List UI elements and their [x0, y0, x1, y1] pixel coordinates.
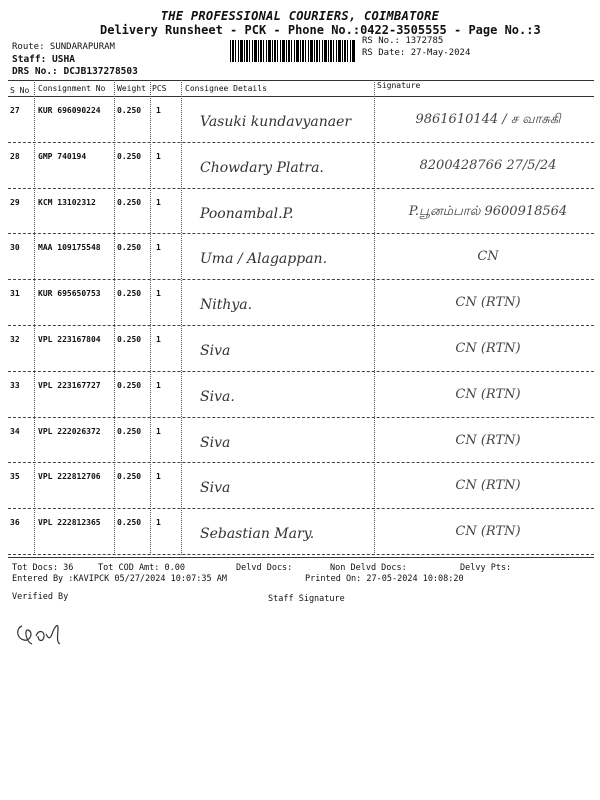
row-consignment-no: VPL 222026372 — [38, 426, 101, 436]
row-divider — [8, 233, 594, 234]
route-label: Route: SUNDARAPURAM — [12, 42, 115, 52]
col-weight: Weight — [117, 84, 146, 93]
table-bottom-border — [8, 557, 594, 558]
row-sno: 33 — [10, 380, 20, 390]
delivered-docs: Delvd Docs: — [236, 563, 293, 573]
row-divider — [8, 325, 594, 326]
barcode — [230, 40, 356, 62]
row-divider — [8, 279, 594, 280]
row-sno: 31 — [10, 289, 20, 299]
row-signature-handwritten: CN (RTN) — [455, 432, 521, 448]
company-title: THE PROFESSIONAL COURIERS, COIMBATORE — [160, 9, 440, 23]
col-divider — [114, 80, 115, 555]
rs-date: RS Date: 27-May-2024 — [362, 48, 471, 58]
row-consignee-handwritten: Nithya. — [200, 297, 253, 314]
row-pcs: 1 — [156, 151, 161, 161]
row-consignment-no: VPL 222812365 — [38, 518, 101, 528]
row-sno: 27 — [10, 106, 20, 115]
row-pcs: 1 — [156, 426, 161, 436]
row-weight: 0.250 — [117, 426, 142, 436]
row-consignee-handwritten: Poonambal.P. — [200, 205, 294, 222]
row-consignee-handwritten: Siva — [200, 434, 231, 451]
row-consignment-no: KCM 13102312 — [38, 197, 96, 207]
row-divider — [8, 371, 594, 372]
row-weight: 0.250 — [117, 243, 142, 253]
total-docs: Tot Docs: 36 — [12, 563, 74, 573]
rs-number: RS No.: 1372785 — [362, 36, 444, 46]
row-consignment-no: VPL 222812706 — [38, 472, 101, 482]
row-weight: 0.250 — [117, 380, 142, 390]
verified-by-label: Verified By — [12, 592, 69, 602]
row-sno: 35 — [10, 472, 20, 482]
row-divider — [8, 508, 594, 509]
row-weight: 0.250 — [117, 335, 142, 344]
row-pcs: 1 — [156, 197, 161, 207]
row-consignment-no: VPL 223167804 — [38, 335, 101, 344]
row-divider — [8, 462, 594, 463]
row-sno: 28 — [10, 151, 20, 161]
row-weight: 0.250 — [117, 106, 142, 115]
row-consignee-handwritten: Siva — [200, 343, 231, 359]
row-sno: 36 — [10, 518, 20, 528]
col-pcs: PCS — [152, 84, 167, 93]
row-consignment-no: MAA 109175548 — [38, 243, 101, 253]
col-consignee: Consignee Details — [185, 84, 267, 93]
row-weight: 0.250 — [117, 289, 142, 299]
row-signature-handwritten: CN (RTN) — [455, 478, 521, 494]
row-pcs: 1 — [156, 243, 161, 253]
row-weight: 0.250 — [117, 151, 142, 161]
non-delivered-docs: Non Delvd Docs: — [330, 563, 407, 573]
row-pcs: 1 — [156, 472, 161, 482]
row-sno: 32 — [10, 335, 20, 344]
row-consignee-handwritten: Chowdary Platra. — [200, 159, 324, 176]
row-signature-handwritten: 8200428766 27/5/24 — [419, 157, 557, 173]
col-signature: Signature — [377, 81, 421, 90]
staff-signature-label: Staff Signature — [268, 594, 345, 604]
entered-by: Entered By :KAVIPCK 05/27/2024 10:07:35 AM — [12, 574, 227, 584]
row-consignment-no: KUR 696090224 — [38, 106, 101, 115]
row-weight: 0.250 — [117, 197, 142, 207]
runsheet-subtitle: Delivery Runsheet - PCK - Phone No.:0422-3505555 - Page No.:3 — [100, 23, 541, 37]
row-consignee-handwritten: Uma / Alagappan. — [200, 251, 328, 268]
drs-number: DRS No.: DCJB137278503 — [12, 66, 138, 77]
row-signature-handwritten: CN (RTN) — [455, 524, 521, 540]
row-pcs: 1 — [156, 518, 161, 528]
col-consignment: Consignment No — [38, 84, 106, 93]
row-sno: 29 — [10, 197, 20, 207]
row-signature-handwritten: CN — [477, 249, 499, 265]
row-divider — [8, 142, 594, 143]
col-divider — [181, 80, 182, 555]
row-signature-handwritten: CN (RTN) — [455, 295, 521, 311]
row-weight: 0.250 — [117, 472, 142, 482]
col-divider — [34, 80, 35, 555]
row-sno: 30 — [10, 243, 20, 253]
total-cod-amount: Tot COD Amt: 0.00 — [98, 563, 185, 573]
row-consignee-handwritten: Vasuki kundavyanaer — [200, 114, 352, 130]
col-divider — [150, 80, 151, 555]
verifier-initials-signature — [14, 614, 64, 654]
row-consignment-no: KUR 695650753 — [38, 289, 101, 299]
row-pcs: 1 — [156, 289, 161, 299]
row-divider — [8, 554, 594, 555]
row-divider — [8, 417, 594, 418]
row-signature-handwritten: CN (RTN) — [455, 341, 521, 356]
col-sno: S No — [10, 86, 30, 95]
row-consignee-handwritten: Sebastian Mary. — [200, 526, 315, 543]
row-signature-handwritten: CN (RTN) — [455, 386, 521, 402]
row-consignment-no: VPL 223167727 — [38, 380, 101, 390]
delivery-points: Delvy Pts: — [460, 563, 512, 573]
col-divider — [374, 80, 375, 555]
row-signature-handwritten: P.பூனம்பால் 9600918564 — [408, 203, 568, 219]
staff-label: Staff: USHA — [12, 54, 75, 65]
row-consignee-handwritten: Siva — [200, 480, 231, 497]
row-consignment-no: GMP 740194 — [38, 151, 87, 161]
row-divider — [8, 188, 594, 189]
table-top-border — [8, 80, 594, 81]
row-weight: 0.250 — [117, 518, 142, 528]
row-pcs: 1 — [156, 106, 161, 115]
row-pcs: 1 — [156, 335, 161, 344]
table-header-border — [8, 96, 594, 97]
row-signature-handwritten: 9861610144 / ச வாசுகி — [415, 112, 561, 127]
row-sno: 34 — [10, 426, 20, 436]
row-pcs: 1 — [156, 380, 161, 390]
printed-on: Printed On: 27-05-2024 10:08:20 — [305, 574, 464, 584]
row-consignee-handwritten: Siva. — [200, 388, 235, 405]
